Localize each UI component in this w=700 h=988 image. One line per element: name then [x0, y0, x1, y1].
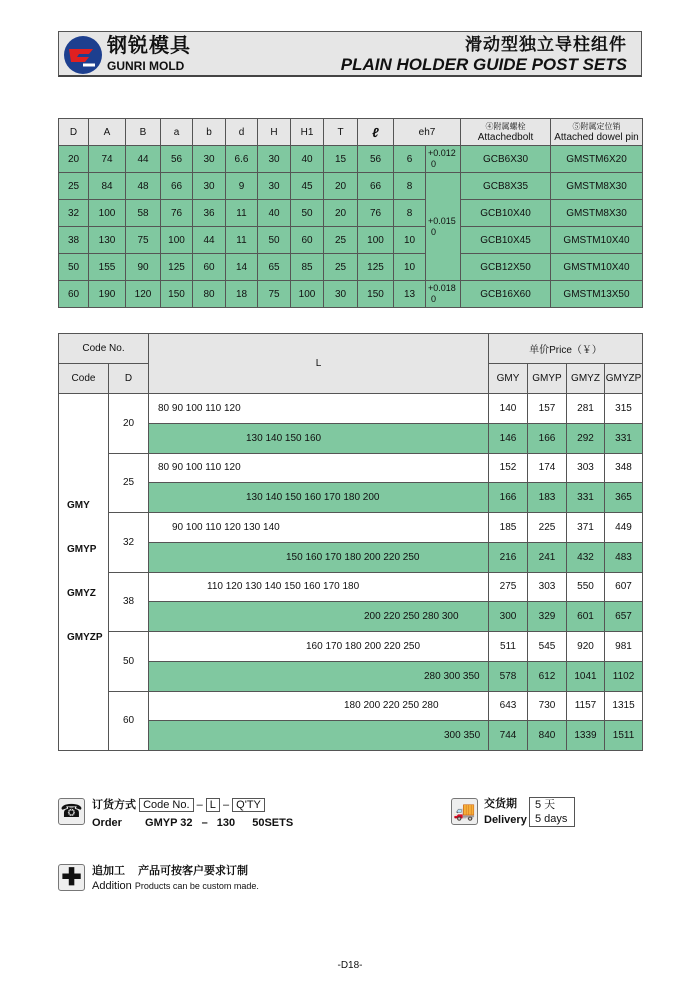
- telephone-icon: ☎: [58, 798, 85, 825]
- page-title-en: PLAIN HOLDER GUIDE POST SETS: [340, 55, 627, 74]
- price-cell: 643: [489, 691, 528, 721]
- header-2: B: [126, 119, 161, 146]
- price-cell: 920: [567, 632, 605, 662]
- code-gmyzp: GMYZP: [67, 632, 103, 643]
- price-cell: 157: [528, 394, 567, 424]
- spec-row: [59, 200, 643, 227]
- price-cell: 331: [567, 483, 605, 513]
- spec-cell: 100: [89, 200, 126, 227]
- spec-cell: 14: [226, 254, 258, 281]
- price-cell: 483: [605, 542, 643, 572]
- bolt-cell: GCB12X50: [461, 254, 551, 281]
- spec-cell: 76: [161, 200, 193, 227]
- price-cell: 166: [528, 423, 567, 453]
- price-cell: 449: [605, 513, 643, 543]
- spec-cell: 75: [258, 281, 291, 308]
- price-cell: 365: [605, 483, 643, 513]
- bolt-cell: GCB10X40: [461, 200, 551, 227]
- bolt-cell: GCB16X60: [461, 281, 551, 308]
- price-row: [59, 513, 643, 543]
- bolt-cell: GCB6X30: [461, 146, 551, 173]
- price-cell: 152: [489, 453, 528, 483]
- price-cell: 371: [567, 513, 605, 543]
- price-row: [59, 394, 643, 424]
- d-cell: 38: [109, 572, 149, 632]
- spec-cell: 190: [89, 281, 126, 308]
- price-cell: 241: [528, 542, 567, 572]
- l-header: L: [149, 334, 489, 394]
- page-title-cn: 滑动型独立导柱组件: [465, 35, 627, 54]
- page-number: -D18-: [337, 960, 363, 971]
- price-cell: 329: [528, 602, 567, 632]
- price-row: [59, 691, 643, 721]
- tolerance-upper: +0.015: [428, 215, 456, 226]
- order-dash: –: [222, 799, 230, 811]
- d-cell: 25: [109, 453, 149, 513]
- price-cell: 146: [489, 423, 528, 453]
- price-col-header: GMYZP: [605, 364, 643, 394]
- order-example-dash: –: [201, 817, 208, 829]
- spec-cell: 58: [126, 200, 161, 227]
- price-cell: 1339: [567, 721, 605, 751]
- pin-cell: GMSTM10X40: [551, 227, 643, 254]
- order-label-en: Order: [92, 817, 122, 829]
- d-cell: 20: [109, 394, 149, 454]
- spec-cell: 65: [258, 254, 291, 281]
- tolerance-upper: +0.018: [428, 283, 456, 293]
- spec-cell: 11: [226, 227, 258, 254]
- spec-cell: 100: [291, 281, 324, 308]
- spec-cell: 150: [161, 281, 193, 308]
- spec-cell: 30: [193, 146, 226, 173]
- price-cell: 281: [567, 394, 605, 424]
- brand-name-en: GUNRI MOLD: [107, 59, 185, 73]
- spec-cell: 30: [193, 173, 226, 200]
- d-cell: 60: [109, 691, 149, 751]
- spec-cell: 20: [59, 146, 89, 173]
- length-cell: 160 170 180 200 220 250: [149, 632, 489, 662]
- bolt-header-en: Attachedbolt: [477, 132, 534, 143]
- code-gmy: GMY: [67, 500, 90, 511]
- spec-cell: 150: [358, 281, 394, 308]
- spec-row: [59, 281, 643, 308]
- spec-cell: 15: [324, 146, 358, 173]
- length-cell: 300 350: [149, 721, 489, 751]
- spec-cell: 38: [59, 227, 89, 254]
- pin-cell: GMSTM8X30: [551, 200, 643, 227]
- addition-text-cn: 产品可按客户要求订制: [138, 865, 249, 877]
- pin-header: [551, 119, 643, 146]
- delivery-label-en: Delivery: [484, 814, 527, 826]
- pin-cell: GMSTM10X40: [551, 254, 643, 281]
- length-cell: 80 90 100 110 120: [149, 394, 489, 424]
- price-cell: 607: [605, 572, 643, 602]
- length-cell: 280 300 350: [149, 661, 489, 691]
- spec-cell: 6.6: [226, 146, 258, 173]
- spec-cell: 20: [324, 200, 358, 227]
- pin-header-cn: ⑤附属定位销: [572, 122, 621, 131]
- spec-cell: 9: [226, 173, 258, 200]
- page-header: [58, 31, 642, 77]
- plus-icon: ✚: [58, 864, 85, 891]
- price-cell: 315: [605, 394, 643, 424]
- price-col-header: GMYZ: [567, 364, 605, 394]
- spec-cell: 50: [291, 200, 324, 227]
- length-cell: 130 140 150 160 170 180 200: [149, 483, 489, 513]
- price-cell: 185: [489, 513, 528, 543]
- length-cell: 200 220 250 280 300: [149, 602, 489, 632]
- price-cell: 1041: [567, 661, 605, 691]
- price-cell: 657: [605, 602, 643, 632]
- price-cell: 300: [489, 602, 528, 632]
- addition-label-cn: 追加工: [92, 865, 125, 877]
- order-code-box: Code No.: [139, 798, 193, 812]
- spec-cell: 40: [258, 200, 291, 227]
- order-dash: –: [196, 799, 203, 811]
- tolerance-lower: 0: [431, 226, 437, 237]
- code-list: [59, 394, 109, 751]
- spec-cell: 20: [324, 173, 358, 200]
- gunri-logo-icon: [63, 35, 103, 75]
- order-example-l: 130: [216, 817, 236, 829]
- price-cell: 216: [489, 542, 528, 572]
- header-7: H1: [291, 119, 324, 146]
- tolerance-cell: [426, 281, 461, 308]
- header-5: d: [226, 119, 258, 146]
- spec-cell: 30: [324, 281, 358, 308]
- spec-cell: 125: [358, 254, 394, 281]
- price-cell: 303: [567, 453, 605, 483]
- spec-cell: 56: [358, 146, 394, 173]
- spec-cell: 45: [291, 173, 324, 200]
- spec-cell: 60: [193, 254, 226, 281]
- tolerance-cell: [426, 173, 461, 281]
- spec-cell: 100: [358, 227, 394, 254]
- spec-cell: 120: [126, 281, 161, 308]
- spec-cell: 10: [394, 254, 426, 281]
- spec-cell: 130: [89, 227, 126, 254]
- spec-cell: 11: [226, 200, 258, 227]
- order-l-box: L: [206, 798, 220, 812]
- price-cell: 550: [567, 572, 605, 602]
- order-example-code: GMYP 32: [145, 817, 193, 829]
- bolt-header: [461, 119, 551, 146]
- spec-row: [59, 146, 643, 173]
- code-gmyz: GMYZ: [67, 588, 96, 599]
- price-cell: 331: [605, 423, 643, 453]
- spec-cell: 66: [358, 173, 394, 200]
- header-10: eh7: [394, 119, 461, 146]
- length-cell: 80 90 100 110 120: [149, 453, 489, 483]
- price-cell: 601: [567, 602, 605, 632]
- spec-cell: 30: [258, 146, 291, 173]
- spec-cell: 76: [358, 200, 394, 227]
- delivery-value-en: 5 days: [535, 813, 568, 825]
- spec-cell: 18: [226, 281, 258, 308]
- header-4: b: [193, 119, 226, 146]
- price-cell: 730: [528, 691, 567, 721]
- price-col-header: GMY: [489, 364, 528, 394]
- spec-cell: 8: [394, 173, 426, 200]
- length-cell: 130 140 150 160: [149, 423, 489, 453]
- d-cell: 32: [109, 513, 149, 573]
- tolerance-cell: [426, 146, 461, 173]
- price-cell: 303: [528, 572, 567, 602]
- spec-cell: 74: [89, 146, 126, 173]
- spec-cell: 155: [89, 254, 126, 281]
- spec-cell: 25: [324, 254, 358, 281]
- pin-cell: GMSTM8X30: [551, 173, 643, 200]
- spec-cell: 85: [291, 254, 324, 281]
- header-9: ℓ: [358, 119, 394, 146]
- spec-cell: 44: [193, 227, 226, 254]
- price-cell: 183: [528, 483, 567, 513]
- spec-cell: 6: [394, 146, 426, 173]
- price-cell: 1157: [567, 691, 605, 721]
- header-1: A: [89, 119, 126, 146]
- spec-cell: 32: [59, 200, 89, 227]
- spec-cell: 56: [161, 146, 193, 173]
- price-cell: 348: [605, 453, 643, 483]
- price-cell: 840: [528, 721, 567, 751]
- price-row: [59, 632, 643, 662]
- truck-icon: 🚚: [451, 798, 478, 825]
- price-row: [59, 572, 643, 602]
- tolerance-upper: +0.012: [428, 148, 456, 158]
- price-row: [59, 453, 643, 483]
- d-cell: 50: [109, 632, 149, 692]
- length-cell: 90 100 110 120 130 140: [149, 513, 489, 543]
- spec-row: [59, 254, 643, 281]
- length-cell: 150 160 170 180 200 220 250: [149, 542, 489, 572]
- price-cell: 612: [528, 661, 567, 691]
- spec-row: [59, 173, 643, 200]
- delivery-value-cn: 5 天: [535, 799, 556, 811]
- spec-cell: 84: [89, 173, 126, 200]
- tolerance-lower: 0: [431, 159, 437, 169]
- spec-table: [58, 118, 643, 308]
- price-cell: 545: [528, 632, 567, 662]
- spec-cell: 125: [161, 254, 193, 281]
- spec-cell: 75: [126, 227, 161, 254]
- pin-cell: GMSTM13X50: [551, 281, 643, 308]
- tolerance-lower: 0: [431, 294, 437, 304]
- spec-cell: 50: [59, 254, 89, 281]
- price-cell: 981: [605, 632, 643, 662]
- header-0: D: [59, 119, 89, 146]
- order-qty-box: Q'TY: [232, 798, 265, 812]
- length-cell: 180 200 220 250 280: [149, 691, 489, 721]
- bolt-header-cn: ④附属螺栓: [485, 122, 526, 131]
- header-8: T: [324, 119, 358, 146]
- price-cell: 275: [489, 572, 528, 602]
- code-gmyp: GMYP: [67, 544, 97, 555]
- spec-cell: 8: [394, 200, 426, 227]
- spec-cell: 44: [126, 146, 161, 173]
- spec-cell: 60: [291, 227, 324, 254]
- spec-row: [59, 227, 643, 254]
- order-example-qty: 50SETS: [252, 817, 294, 829]
- price-cell: 1511: [605, 721, 643, 751]
- price-cell: 1315: [605, 691, 643, 721]
- spec-cell: 50: [258, 227, 291, 254]
- code-no-header: Code No.: [59, 334, 149, 364]
- price-cell: 140: [489, 394, 528, 424]
- price-cell: 432: [567, 542, 605, 572]
- spec-cell: 36: [193, 200, 226, 227]
- header-6: H: [258, 119, 291, 146]
- spec-cell: 13: [394, 281, 426, 308]
- spec-cell: 10: [394, 227, 426, 254]
- spec-cell: 60: [59, 281, 89, 308]
- price-cell: 292: [567, 423, 605, 453]
- spec-cell: 25: [59, 173, 89, 200]
- price-header: 单价Price（￥）: [489, 334, 643, 364]
- code-header: Code: [59, 364, 109, 394]
- spec-cell: 80: [193, 281, 226, 308]
- price-cell: 1102: [605, 661, 643, 691]
- addition-label-en: Addition: [92, 880, 132, 892]
- bolt-cell: GCB10X45: [461, 227, 551, 254]
- bolt-cell: GCB8X35: [461, 173, 551, 200]
- addition-text-en: Products can be custom made.: [134, 881, 259, 891]
- spec-cell: 30: [258, 173, 291, 200]
- price-cell: 578: [489, 661, 528, 691]
- delivery-label-cn: 交货期: [484, 798, 517, 810]
- d-header: D: [109, 364, 149, 394]
- price-table: [58, 333, 643, 751]
- spec-cell: 48: [126, 173, 161, 200]
- price-cell: 744: [489, 721, 528, 751]
- spec-cell: 90: [126, 254, 161, 281]
- spec-cell: 100: [161, 227, 193, 254]
- price-cell: 511: [489, 632, 528, 662]
- price-col-header: GMYP: [528, 364, 567, 394]
- pin-cell: GMSTM6X20: [551, 146, 643, 173]
- pin-header-en: Attached dowel pin: [554, 132, 639, 143]
- spec-cell: 40: [291, 146, 324, 173]
- spec-cell: 25: [324, 227, 358, 254]
- brand-name-cn: 钢锐模具: [107, 35, 191, 57]
- price-cell: 166: [489, 483, 528, 513]
- length-cell: 110 120 130 140 150 160 170 180: [149, 572, 489, 602]
- price-cell: 174: [528, 453, 567, 483]
- price-cell: 225: [528, 513, 567, 543]
- order-label-cn: 订货方式: [92, 799, 136, 811]
- header-3: a: [161, 119, 193, 146]
- spec-cell: 66: [161, 173, 193, 200]
